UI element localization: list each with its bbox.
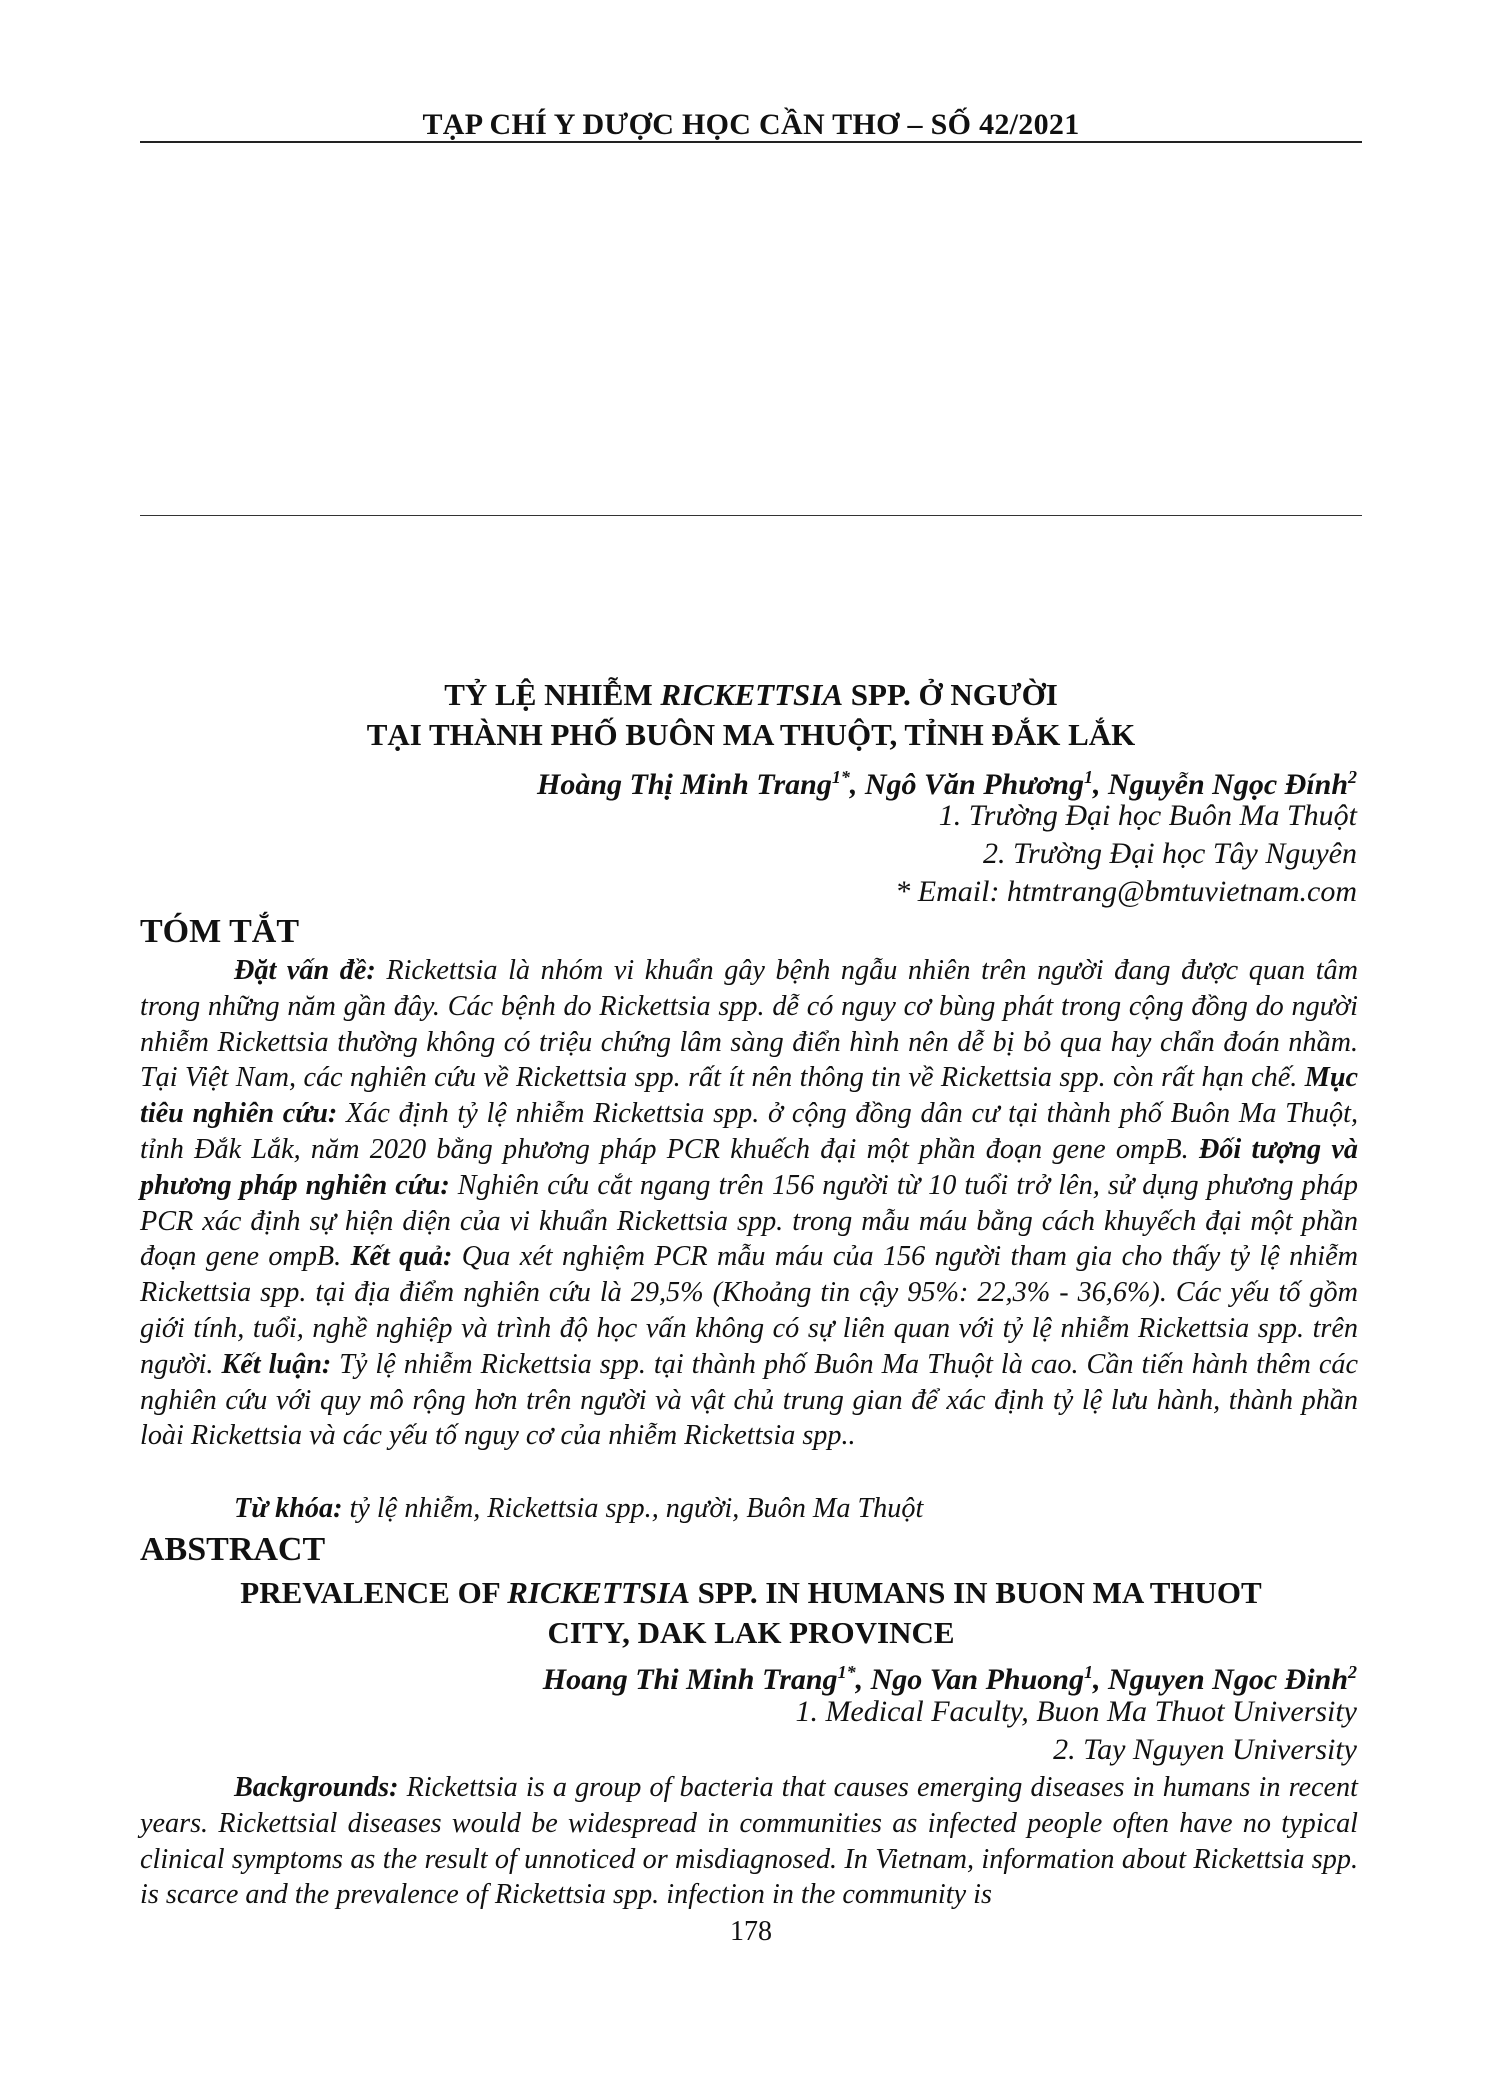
author-affiliation-mark: 1* xyxy=(837,1662,856,1682)
label-background: Đặt vấn đề: xyxy=(234,955,376,986)
vi-title-line-2: TẠI THÀNH PHỐ BUÔN MA THUỘT, TỈNH ĐẮK LẮK xyxy=(366,717,1136,752)
text-methods: Nghiên cứu cắt ngang trên 156 người từ 10 tuổi trở lên, sử dụng phương pháp PCR xác định sự hiện diện của vi khuẩn Rickettsia spp. trong mẫu máu bằng cách khuyếch đại một phần đoạn gene ompB. xyxy=(140,1169,1358,1273)
en-affiliation-1: 1. Medical Faculty, Buon Ma Thuot University xyxy=(795,1695,1357,1728)
text-backgrounds: Rickettsia is a group of bacteria that causes emerging diseases in humans in recent years. Rickettsial diseases would be widespread in communities as infected people often have no typical clinical symptoms as the result of unnoticed or misdiagnosed. In Vietnam, information about Rickettsia spp. is scarce and the prevalence of Rickettsia spp. infection in the community is xyxy=(140,1772,1358,1911)
label-backgrounds: Backgrounds: xyxy=(234,1772,399,1803)
author-name: Ngo Van Phuong xyxy=(870,1663,1084,1696)
vi-title-post: SPP. Ở NGƯỜI xyxy=(843,677,1058,712)
en-title-pre: PREVALENCE OF xyxy=(240,1575,508,1610)
author-separator: , xyxy=(1092,1663,1108,1696)
journal-header: TẠP CHÍ Y DƯỢC HỌC CẦN THƠ – SỐ 42/2021 xyxy=(422,108,1080,141)
author-name: Hoàng Thị Minh Trang xyxy=(537,768,832,801)
en-abstract-paragraph xyxy=(140,1770,1358,1913)
author-affiliation-mark: 1* xyxy=(831,767,850,787)
text-conclusion: Tỷ lệ nhiễm Rickettsia spp. tại thành phố Buôn Ma Thuột là cao. Cần tiến hành thêm các nghiên cứu với quy mô rộng hơn trên người và vật chủ trung gian để xác định tỷ lệ lưu hành, thành phần loài Rickettsia và các yếu tố nguy cơ của nhiễm Rickettsia spp.. xyxy=(140,1348,1359,1452)
text-objective: Xác định tỷ lệ nhiễm Rickettsia spp. ở cộng đồng dân cư tại thành phố Buôn Ma Thuột, tỉnh Đắk Lắk, năm 2020 bằng phương pháp PCR khuếch đại một phần đoạn gene ompB. xyxy=(140,1098,1358,1165)
text-background: Rickettsia là nhóm vi khuẩn gây bệnh ngẫu nhiên trên người đang được quan tâm trong những năm gần đây. Các bệnh do Rickettsia spp. dễ có nguy cơ bùng phát trong cộng đồng do người nhiễm Rickettsia thường không có triệu chứng lâm sàng điển hình nên dễ bị bỏ qua hay chẩn đoán nhầm. Tại Việt Nam, các nghiên cứu về Rickettsia spp. rất ít nên thông tin về Rickettsia spp. còn rất hạn chế. xyxy=(140,955,1358,1094)
label-results: Kết quả: xyxy=(350,1241,453,1273)
corresponding-email: * Email: htmtrang@bmtuvietnam.com xyxy=(895,875,1357,908)
en-title-post: SPP. IN HUMANS IN BUON MA THUOT xyxy=(689,1575,1262,1610)
en-section-heading: ABSTRACT xyxy=(140,1531,326,1568)
keywords-label: Từ khóa: xyxy=(234,1493,343,1524)
label-methods: Đối tượng và phương pháp nghiên cứu: xyxy=(140,1133,1358,1201)
vi-section-heading: TÓM TẮT xyxy=(140,913,300,950)
author-separator: , xyxy=(855,1663,871,1696)
vi-title-pre: TỶ LỆ NHIỄM xyxy=(444,677,661,712)
author-affiliation-mark: 1 xyxy=(1083,767,1093,787)
vi-affiliation-1: 1. Trường Đại học Buôn Ma Thuột xyxy=(938,799,1357,832)
author-affiliation-mark: 2 xyxy=(1348,1662,1357,1682)
author-separator: , xyxy=(1092,768,1108,801)
author-affiliation-mark: 2 xyxy=(1348,767,1357,787)
vi-title-line-1 xyxy=(140,675,1362,715)
author-name: Hoang Thi Minh Trang xyxy=(542,1663,838,1696)
author-affiliation-mark: 1 xyxy=(1083,1662,1093,1682)
keywords-text: tỷ lệ nhiễm, Rickettsia spp., người, Buôn Ma Thuột xyxy=(342,1493,924,1524)
vi-keywords xyxy=(140,1491,1358,1527)
vi-abstract-paragraph xyxy=(140,953,1358,1454)
text-results: Qua xét nghiệm PCR mẫu máu của 156 người tham gia cho thấy tỷ lệ nhiễm Rickettsia spp. tại địa điểm nghiên cứu là 29,5% (Khoảng tin cậy 95%: 22,3% - 36,6%). Các yếu tố gồm giới tính, tuổi, nghề nghiệp và trình độ học vấn không có sự liên quan với tỷ lệ nhiễm Rickettsia spp. trên người. xyxy=(140,1241,1359,1380)
vi-affiliation-2: 2. Trường Đại học Tây Nguyên xyxy=(982,837,1357,870)
author-name: Ngô Văn Phương xyxy=(864,768,1084,801)
en-affiliation-2: 2. Tay Nguyen University xyxy=(1053,1733,1357,1766)
author-name: Nguyen Ngoc Đinh xyxy=(1107,1663,1348,1696)
en-title-line-1 xyxy=(140,1573,1362,1613)
page-number: 178 xyxy=(730,1916,772,1947)
label-conclusion: Kết luận: xyxy=(221,1348,332,1380)
header-rule xyxy=(140,141,1362,143)
author-name: Nguyễn Ngọc Đính xyxy=(1107,768,1348,801)
en-title-line-2: CITY, DAK LAK PROVINCE xyxy=(547,1615,955,1650)
vi-title-genus: RICKETTSIA xyxy=(660,677,844,712)
label-objective: Mục tiêu nghiên cứu: xyxy=(140,1062,1359,1130)
section-divider xyxy=(140,515,1362,516)
author-separator: , xyxy=(849,768,865,801)
en-title-genus: RICKETTSIA xyxy=(507,1575,690,1610)
